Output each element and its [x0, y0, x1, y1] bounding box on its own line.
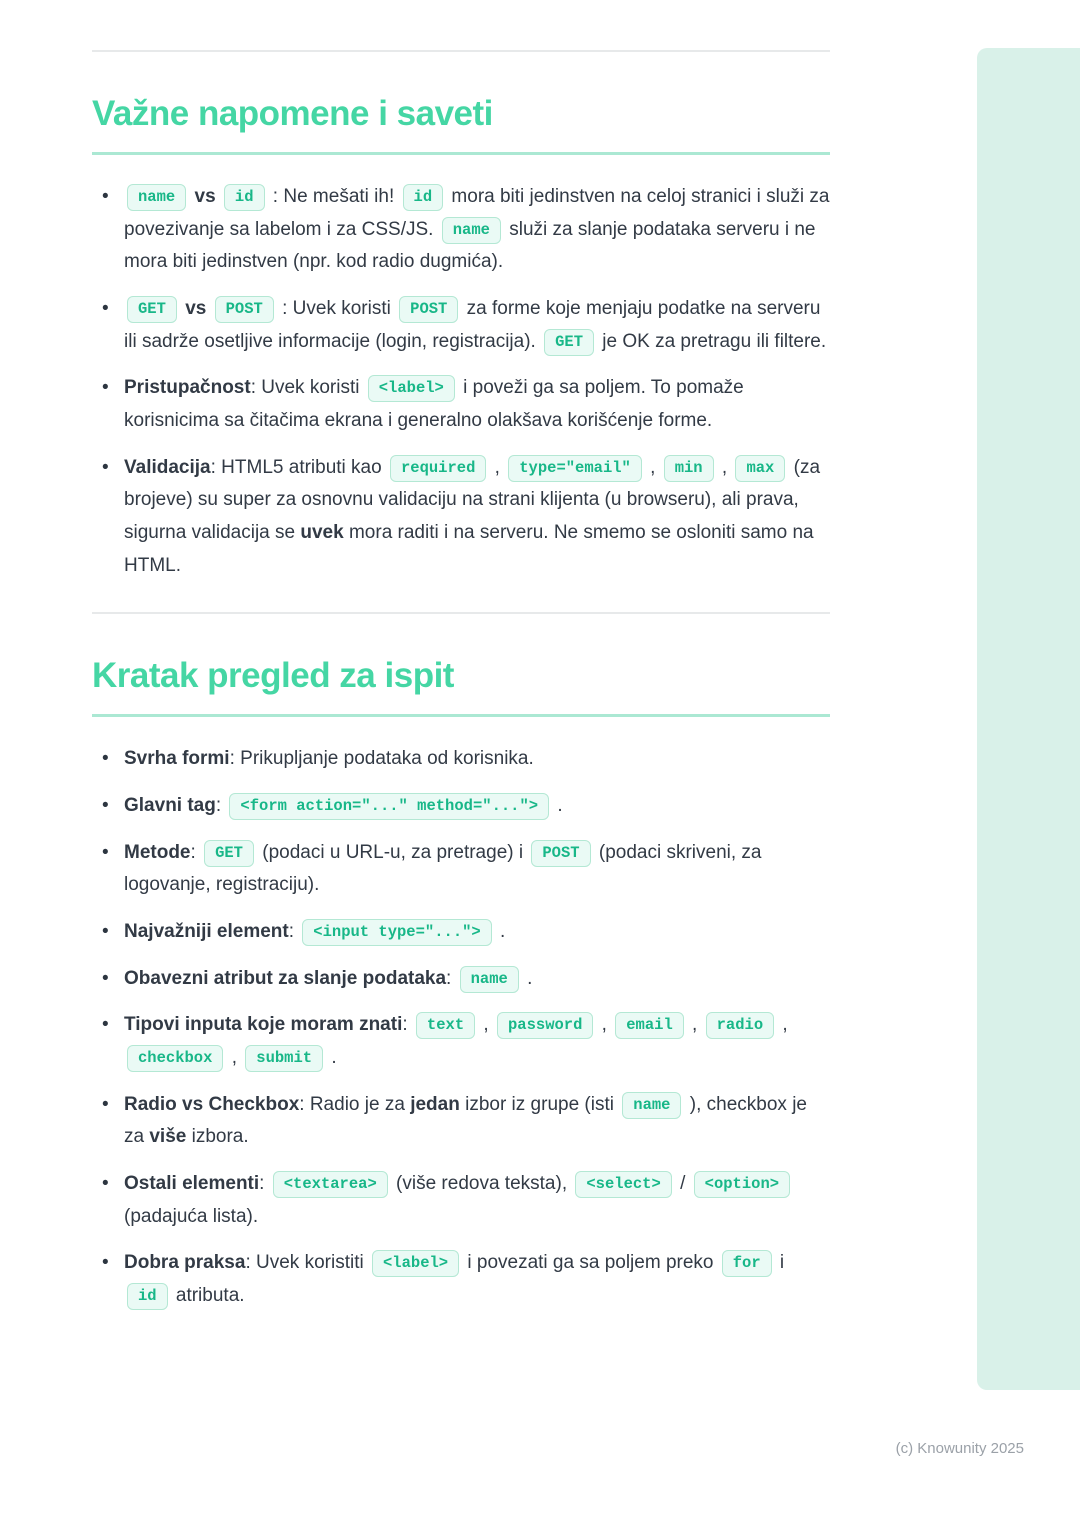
side-accent-bar: [977, 48, 1080, 1390]
text-run: mora biti jedinstven na celoj stranici i služi za povezivanje sa labelom i za CSS/JS.: [124, 186, 830, 240]
bold-text: Najvažniji element: [124, 921, 289, 943]
code-chip: id: [127, 1283, 168, 1310]
page-top-divider: [92, 50, 830, 52]
code-chip: <select>: [575, 1171, 671, 1198]
code-chip: for: [722, 1250, 772, 1277]
text-run: atributa.: [170, 1285, 245, 1307]
code-chip: <form action="..." method="...">: [229, 793, 549, 820]
code-chip: id: [224, 184, 265, 211]
list-item: [92, 790, 830, 823]
list-item: [92, 181, 830, 279]
text-run: : Prikupljanje podataka od korisnika.: [229, 748, 534, 770]
bold-text: Dobra praksa: [124, 1252, 246, 1274]
text-run: ,: [226, 1047, 243, 1069]
text-run: ,: [716, 456, 733, 478]
text-run: :: [402, 1014, 413, 1036]
text-run: : Uvek koristiti: [245, 1252, 369, 1274]
text-run: : HTML5 atributi kao: [210, 456, 387, 478]
text-run: /: [674, 1173, 691, 1195]
text-run: i: [774, 1252, 785, 1274]
text-run: služi za slanje podataka serveru i ne mora biti jedinstven (npr. kod radio dugmića).: [124, 218, 816, 273]
text-run: mora raditi i na serveru. Ne smemo se osloniti samo na HTML.: [124, 522, 814, 576]
section-vazne-napomene: [92, 94, 830, 582]
list-item: [92, 452, 830, 583]
bullet-marker: •: [102, 298, 109, 320]
section-kratak-pregled: [92, 656, 830, 1312]
text-run: izbora.: [186, 1126, 249, 1148]
bullet-text: [124, 1089, 830, 1154]
bold-text: Metode: [124, 841, 191, 863]
text-run: (padajuća lista).: [124, 1205, 259, 1227]
text-run: :: [288, 921, 300, 943]
list-item: [92, 1009, 830, 1074]
text-run: (podaci skriveni, za logovanje, registraciju).: [124, 841, 762, 896]
section-divider: [92, 612, 830, 614]
bold-text: Ostali elementi: [124, 1173, 260, 1195]
code-chip: <input type="...">: [302, 919, 491, 946]
heading-underline: [92, 714, 830, 717]
code-chip: text: [416, 1012, 475, 1039]
code-chip: email: [615, 1012, 684, 1039]
text-run: .: [326, 1047, 337, 1069]
code-chip: password: [497, 1012, 593, 1039]
bullet-text: [124, 837, 830, 902]
text-run: (podaci u URL-u, za pretrage) i: [256, 841, 529, 863]
bullet-marker: •: [102, 795, 109, 817]
list-item: [92, 1089, 830, 1154]
bold-text: Validacija: [124, 456, 211, 478]
text-run: ,: [478, 1014, 494, 1036]
code-chip: name: [460, 966, 519, 993]
list-item: [92, 916, 830, 949]
code-chip: submit: [245, 1045, 323, 1072]
code-chip: required: [390, 455, 486, 482]
text-run: : Radio je za: [299, 1093, 411, 1115]
bold-text: Glavni tag: [124, 795, 216, 817]
code-chip: POST: [531, 840, 590, 867]
code-chip: <option>: [694, 1171, 790, 1198]
code-chip: POST: [215, 296, 274, 323]
text-run: .: [521, 967, 533, 989]
text-run: [216, 186, 221, 207]
text-run: je OK za pretragu ili filtere.: [597, 330, 827, 352]
section-title: Kratak pregled za ispit: [92, 656, 454, 696]
code-chip: POST: [399, 296, 458, 323]
text-run: i poveži ga sa poljem. To pomaže korisnicima sa čitačima ekrana i generalno olakšava korišćenje forme.: [124, 377, 744, 432]
bold-text: Obavezni atribut za slanje podataka: [124, 967, 447, 989]
bullet-text: [124, 372, 830, 437]
code-chip: <label>: [368, 375, 455, 402]
list-item: [92, 963, 830, 996]
bold-text: jedan: [410, 1093, 460, 1115]
bullet-marker: •: [102, 1093, 109, 1115]
text-run: :: [215, 795, 227, 817]
bullet-text: [124, 181, 830, 279]
text-run: za forme koje menjaju podatke na serveru ili sadrže osetljive informacije (login, registracija).: [124, 298, 821, 352]
text-run: .: [494, 921, 506, 943]
bullet-marker: •: [102, 967, 109, 989]
code-chip: GET: [204, 840, 254, 867]
text-run: :: [190, 841, 202, 863]
bullet-marker: •: [102, 1252, 109, 1274]
code-chip: max: [735, 455, 785, 482]
bold-text: Radio vs Checkbox: [124, 1093, 300, 1115]
list-item: [92, 293, 830, 358]
text-run: ,: [686, 1014, 703, 1036]
code-chip: name: [442, 217, 501, 244]
bullet-text: [124, 790, 830, 823]
list-item: [92, 837, 830, 902]
code-chip: checkbox: [127, 1045, 223, 1072]
bullet-marker: •: [102, 748, 109, 770]
bullet-text: [124, 1009, 830, 1074]
bullet-text: [124, 452, 830, 583]
bullet-marker: •: [102, 921, 109, 943]
bullet-text: [124, 916, 830, 949]
text-run: (više redova teksta),: [390, 1173, 573, 1195]
list-item: [92, 743, 830, 776]
text-run: (za brojeve) su super za osnovnu validaciju na strani klijenta (u browseru), ali prava, sigurna validacija se: [124, 456, 821, 544]
text-run: i povezati ga sa poljem preko: [462, 1252, 719, 1274]
code-chip: name: [127, 184, 186, 211]
text-run: [206, 298, 211, 319]
text-run: ,: [596, 1014, 613, 1036]
bold-text: Svrha formi: [124, 748, 230, 770]
code-chip: GET: [127, 296, 177, 323]
bullet-text: [124, 963, 830, 996]
bullet-list: [92, 181, 830, 582]
bullet-marker: •: [102, 377, 109, 399]
bold-text: vs: [194, 186, 216, 207]
code-chip: type="email": [508, 455, 642, 482]
code-chip: id: [403, 184, 444, 211]
list-item: [92, 1247, 830, 1312]
list-item: [92, 1168, 830, 1233]
code-chip: min: [664, 455, 714, 482]
bold-text: Pristupačnost: [124, 377, 251, 399]
bullet-marker: •: [102, 456, 109, 478]
text-run: : Uvek koristi: [276, 298, 397, 320]
text-run: ), checkbox je za: [124, 1093, 807, 1148]
text-run: .: [552, 795, 563, 817]
text-run: izbor iz grupe (isti: [459, 1093, 620, 1115]
bullet-marker: •: [102, 1014, 109, 1036]
bullet-text: [124, 743, 830, 776]
bold-text: uvek: [300, 522, 344, 544]
bullet-marker: •: [102, 186, 109, 207]
bullet-marker: •: [102, 841, 109, 863]
document-content: [92, 0, 830, 1327]
bullet-text: [124, 293, 830, 358]
text-run: ,: [489, 456, 506, 478]
bold-text: Tipovi inputa koje moram znati: [124, 1014, 403, 1036]
text-run: :: [259, 1173, 270, 1195]
bullet-marker: •: [102, 1173, 109, 1195]
text-run: ,: [644, 456, 661, 478]
bullet-text: [124, 1247, 830, 1312]
text-run: :: [446, 967, 457, 989]
text-run: : Uvek koristi: [250, 377, 365, 399]
code-chip: <label>: [372, 1250, 459, 1277]
code-chip: <textarea>: [273, 1171, 388, 1198]
list-item: [92, 372, 830, 437]
text-run: ,: [777, 1014, 788, 1036]
code-chip: name: [622, 1092, 681, 1119]
heading-underline: [92, 152, 830, 155]
bold-text: vs: [185, 298, 207, 320]
code-chip: GET: [544, 329, 594, 356]
code-chip: radio: [706, 1012, 775, 1039]
bold-text: više: [149, 1126, 187, 1148]
section-title: Važne napomene i saveti: [92, 94, 493, 133]
bullet-text: [124, 1168, 830, 1233]
bullet-list: [92, 743, 830, 1312]
footer-copyright: (c) Knowunity 2025: [895, 1440, 1024, 1457]
text-run: : Ne mešati ih!: [267, 186, 400, 207]
